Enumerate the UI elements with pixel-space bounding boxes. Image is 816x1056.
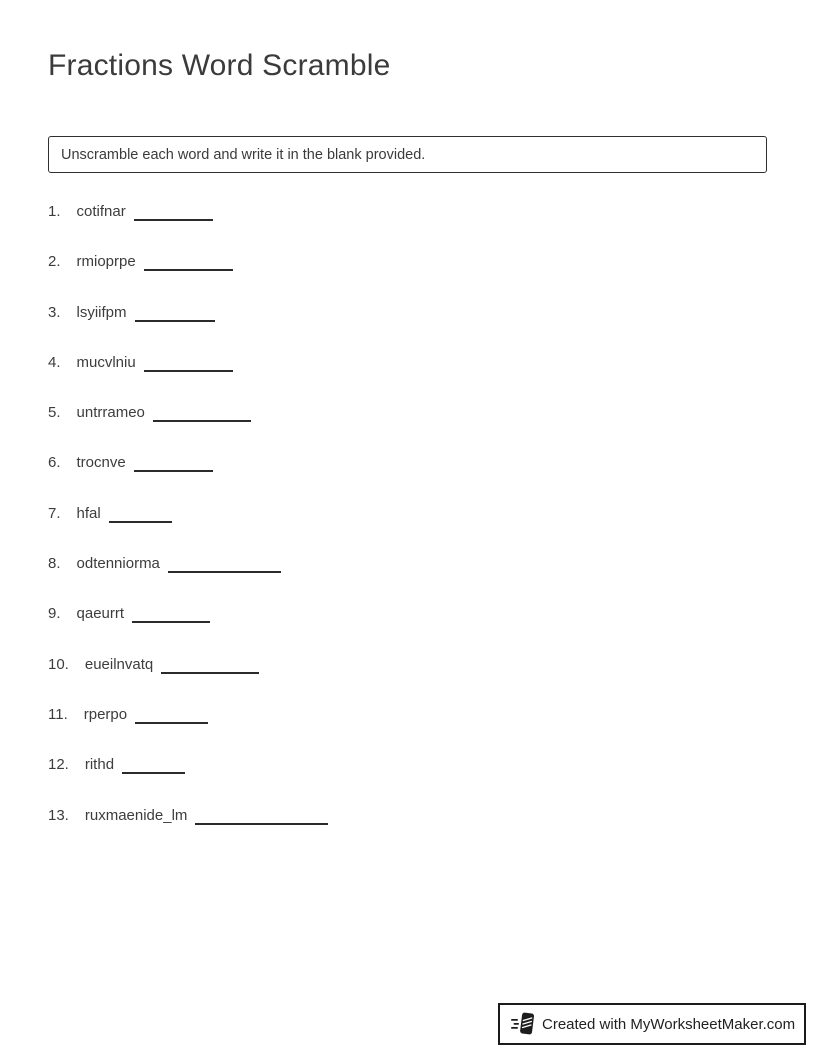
item-number: 4. (48, 353, 61, 371)
instructions-box (48, 136, 767, 173)
item-number: 9. (48, 605, 61, 623)
item-number: 11. (48, 705, 68, 723)
scramble-item (48, 655, 328, 705)
scrambled-word: ruxmaenide_lm (84, 806, 188, 824)
scramble-item (48, 453, 328, 503)
instructions-text: Unscramble each word and write it in the blank provided. (61, 146, 426, 163)
scramble-item (48, 202, 328, 252)
scramble-item (48, 554, 328, 604)
scrambled-word: untrrameo (76, 404, 145, 422)
scramble-item (48, 353, 328, 403)
scrambled-word: hfal (76, 504, 101, 522)
scrambled-word: rithd (84, 756, 115, 774)
footer-badge[interactable] (498, 1003, 806, 1045)
item-number: 3. (48, 303, 61, 321)
answer-blank (135, 705, 208, 724)
answer-blank (122, 755, 185, 774)
worksheet-maker-logo-icon (511, 1011, 535, 1037)
item-number: 2. (48, 253, 61, 271)
answer-blank (134, 202, 213, 221)
scramble-item (48, 403, 328, 453)
item-number: 13. (48, 806, 69, 824)
scramble-item (48, 303, 328, 353)
scrambled-word: qaeurrt (76, 605, 125, 623)
scramble-item (48, 504, 328, 554)
answer-blank (161, 655, 259, 674)
answer-blank (168, 554, 281, 573)
footer-credit-text: Created with MyWorksheetMaker.com (542, 1015, 796, 1033)
scrambled-word: lsyiifpm (76, 303, 127, 321)
scramble-item (48, 755, 328, 805)
answer-blank (135, 303, 215, 322)
scrambled-word: cotifnar (76, 203, 126, 220)
page-title: Fractions Word Scramble (48, 49, 391, 82)
item-number: 12. (48, 756, 69, 774)
item-number: 7. (48, 504, 61, 522)
scramble-item (48, 252, 328, 302)
scramble-item (48, 604, 328, 654)
scrambled-word: rmioprpe (76, 253, 136, 271)
item-number: 6. (48, 454, 61, 472)
item-number: 1. (48, 203, 61, 220)
scrambled-word: rperpo (83, 705, 128, 723)
item-number: 10. (48, 655, 69, 673)
answer-blank (144, 252, 233, 271)
scrambled-word: mucvlniu (76, 353, 136, 371)
answer-blank (134, 453, 213, 472)
scrambled-word: eueilnvatq (84, 655, 154, 673)
answer-blank (153, 403, 251, 422)
scramble-item (48, 806, 328, 856)
answer-blank (195, 806, 328, 825)
item-number: 8. (48, 555, 61, 573)
answer-blank (144, 353, 233, 372)
item-number: 5. (48, 404, 61, 422)
scrambled-word: trocnve (76, 454, 126, 472)
scrambled-word: odtenniorma (76, 555, 160, 573)
answer-blank (132, 604, 210, 623)
scramble-item (48, 705, 328, 755)
answer-blank (109, 504, 172, 523)
scramble-list (48, 202, 328, 856)
